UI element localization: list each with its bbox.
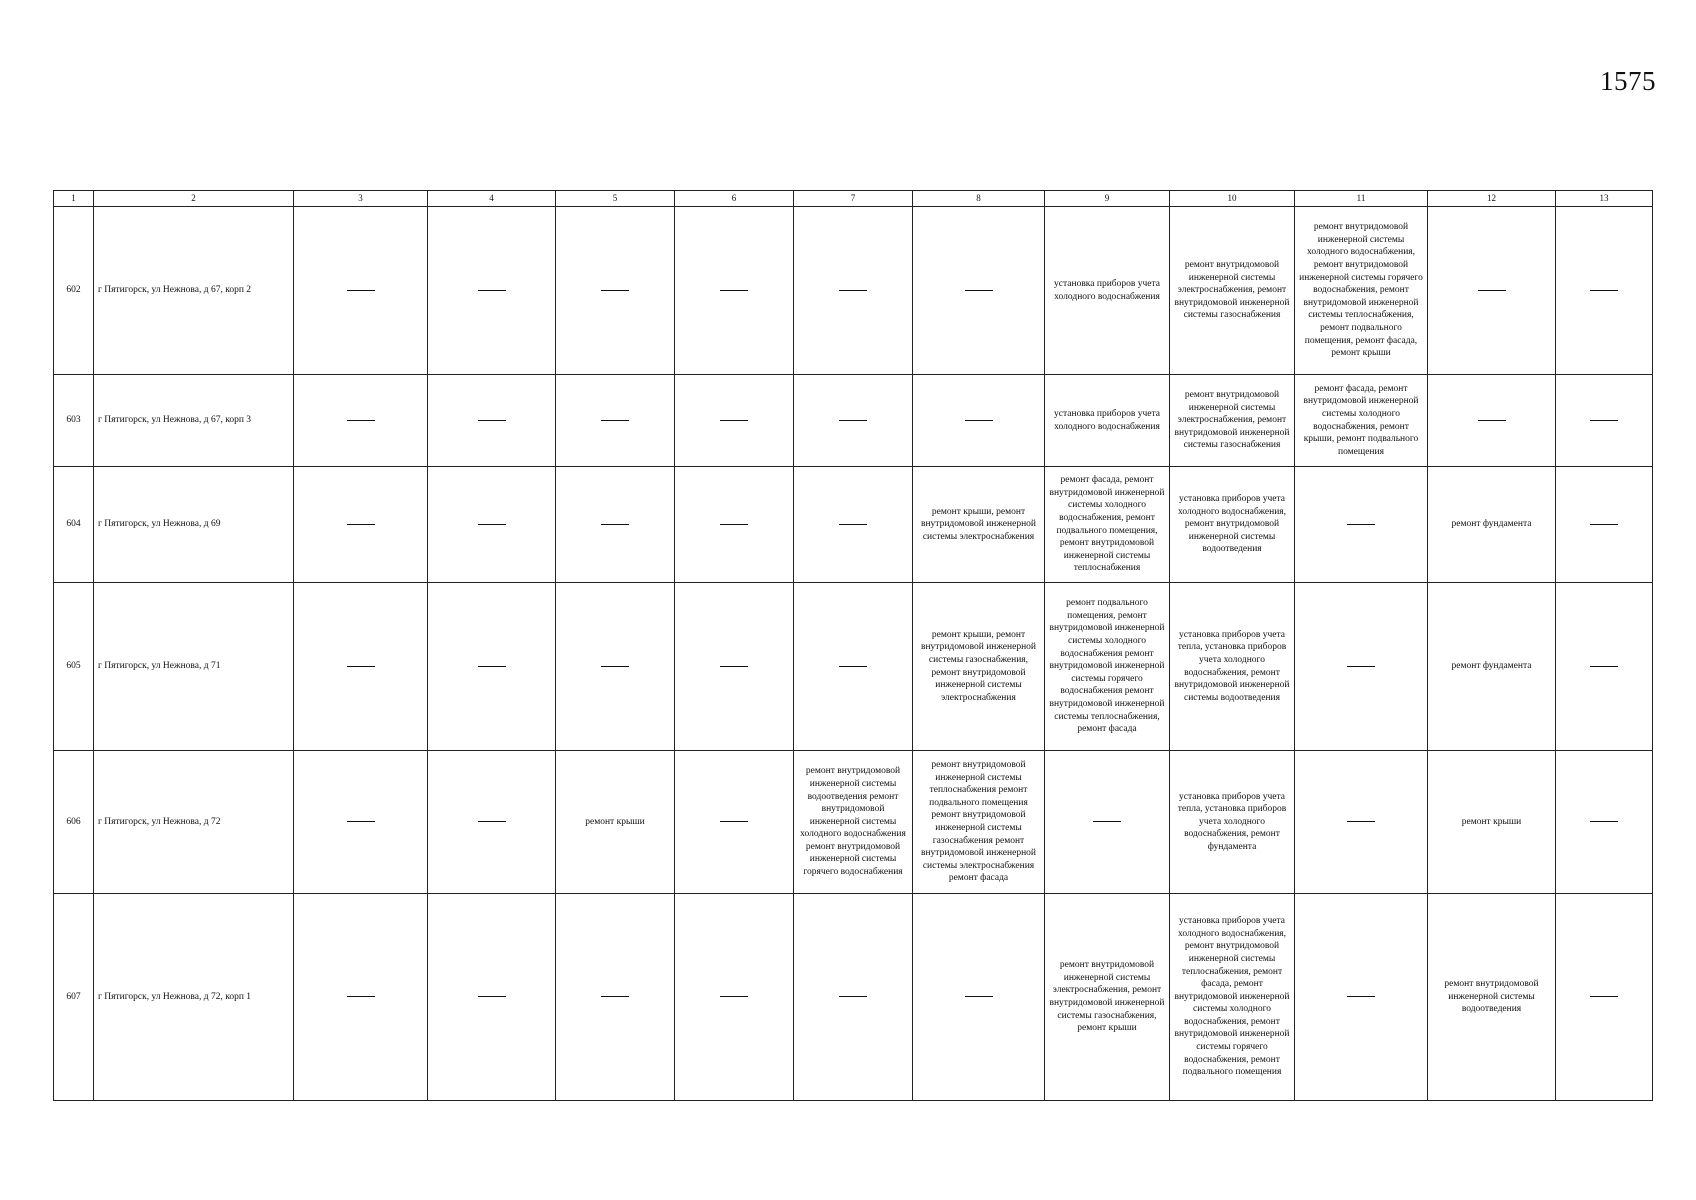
empty-dash-mark [965, 996, 993, 997]
column-header-13: 13 [1556, 191, 1653, 207]
work-description: ремонт крыши, ремонт внутридомовой инженерной системы газоснабжения, ремонт внутридомовой инженерной системы электроснабжения [920, 629, 1036, 703]
empty-dash-mark [1347, 666, 1375, 667]
empty-dash-mark [478, 524, 506, 525]
row-number: 604 [54, 467, 94, 583]
address-cell: г Пятигорск, ул Нежнова, д 69 [94, 467, 294, 583]
empty-dash-mark [720, 666, 748, 667]
row-number: 605 [54, 583, 94, 751]
work-cell-col-10 [1170, 894, 1295, 1101]
capital-repair-table-container [53, 190, 1652, 1101]
work-cell-col-7 [794, 751, 913, 894]
empty-dash-mark [478, 666, 506, 667]
empty-dash-mark [720, 996, 748, 997]
work-description: ремонт внутридомовой инженерной системы водоотведения ремонт внутридомовой инженерной системы холодного водоснабжения ремонт внутридомовой инженерной системы горячего водоснабжения [800, 766, 906, 878]
empty-dash-mark [720, 290, 748, 291]
empty-dash-mark [347, 996, 375, 997]
work-cell-col-12 [1428, 467, 1556, 583]
work-cell-col-9 [1045, 583, 1170, 751]
work-cell-col-13 [1556, 894, 1653, 1101]
work-cell-col-8 [913, 207, 1045, 375]
work-cell-col-13 [1556, 751, 1653, 894]
address-cell: г Пятигорск, ул Нежнова, д 72, корп 1 [94, 894, 294, 1101]
column-header-9: 9 [1045, 191, 1170, 207]
table-row [54, 894, 1653, 1101]
work-description: установка приборов учета тепла, установка приборов учета холодного водоснабжения, ремонт фундамента [1177, 791, 1287, 852]
work-cell-col-3 [294, 375, 428, 467]
empty-dash-mark [1590, 420, 1618, 421]
work-description: ремонт крыши [585, 816, 645, 827]
work-cell-col-8 [913, 894, 1045, 1101]
work-cell-col-10 [1170, 207, 1295, 375]
work-cell-col-5 [556, 375, 675, 467]
address-cell: г Пятигорск, ул Нежнова, д 67, корп 3 [94, 375, 294, 467]
work-cell-col-3 [294, 583, 428, 751]
work-description: ремонт фундамента [1451, 519, 1532, 530]
work-cell-col-7 [794, 467, 913, 583]
empty-dash-mark [347, 524, 375, 525]
column-header-1: 1 [54, 191, 94, 207]
work-cell-col-4 [428, 583, 556, 751]
work-cell-col-9 [1045, 375, 1170, 467]
empty-dash-mark [839, 290, 867, 291]
column-header-8: 8 [913, 191, 1045, 207]
work-cell-col-11 [1295, 207, 1428, 375]
empty-dash-mark [720, 420, 748, 421]
column-header-11: 11 [1295, 191, 1428, 207]
row-number: 603 [54, 375, 94, 467]
work-cell-col-5 [556, 894, 675, 1101]
empty-dash-mark [347, 420, 375, 421]
work-cell-col-6 [675, 751, 794, 894]
work-description: ремонт внутридомовой инженерной системы холодного водоснабжения, ремонт внутридомовой инженерной системы горячего водоснабжения, ремонт внутридомовой инженерной системы теплоснабжения, ремонт подвального помещения, ремонт фасада, ремонт крыши [1299, 222, 1423, 359]
work-cell-col-13 [1556, 375, 1653, 467]
work-cell-col-9 [1045, 467, 1170, 583]
empty-dash-mark [478, 821, 506, 822]
work-cell-col-9 [1045, 751, 1170, 894]
page-number: 1575 [1600, 66, 1656, 96]
work-cell-col-9 [1045, 207, 1170, 375]
empty-dash-mark [601, 420, 629, 421]
work-cell-col-3 [294, 751, 428, 894]
empty-dash-mark [1093, 821, 1121, 822]
empty-dash-mark [839, 420, 867, 421]
empty-dash-mark [1478, 290, 1506, 291]
work-description: ремонт подвального помещения, ремонт внутридомовой инженерной системы холодного водоснабжения ремонт внутридомовой инженерной системы горячего водоснабжения ремонт внутридомовой инженерной системы теплоснабжения, ремонт фасада [1049, 598, 1165, 735]
work-description: ремонт внутридомовой инженерной системы теплоснабжения ремонт подвального помещения ремонт внутридомовой инженерной системы газоснабжения ремонт внутридомовой инженерной системы электроснабжения ремонт фасада [920, 760, 1036, 884]
empty-dash-mark [601, 666, 629, 667]
empty-dash-mark [601, 996, 629, 997]
work-cell-col-10 [1170, 375, 1295, 467]
work-cell-col-12 [1428, 583, 1556, 751]
work-cell-col-8 [913, 583, 1045, 751]
work-description: установка приборов учета холодного водоснабжения [1054, 278, 1160, 302]
empty-dash-mark [478, 996, 506, 997]
address-cell: г Пятигорск, ул Нежнова, д 67, корп 2 [94, 207, 294, 375]
empty-dash-mark [839, 524, 867, 525]
work-cell-col-4 [428, 467, 556, 583]
table-row [54, 467, 1653, 583]
work-cell-col-4 [428, 375, 556, 467]
work-cell-col-3 [294, 467, 428, 583]
empty-dash-mark [1590, 996, 1618, 997]
empty-dash-mark [839, 996, 867, 997]
row-number: 607 [54, 894, 94, 1101]
work-cell-col-11 [1295, 375, 1428, 467]
work-cell-col-11 [1295, 894, 1428, 1101]
work-cell-col-6 [675, 583, 794, 751]
empty-dash-mark [347, 666, 375, 667]
empty-dash-mark [1590, 821, 1618, 822]
empty-dash-mark [1347, 821, 1375, 822]
work-cell-col-9 [1045, 894, 1170, 1101]
empty-dash-mark [1347, 996, 1375, 997]
empty-dash-mark [347, 290, 375, 291]
empty-dash-mark [478, 420, 506, 421]
work-cell-col-6 [675, 375, 794, 467]
empty-dash-mark [965, 420, 993, 421]
work-description: ремонт крыши, ремонт внутридомовой инженерной системы электроснабжения [920, 506, 1036, 542]
work-description: ремонт внутридомовой инженерной системы водоотведения [1444, 979, 1539, 1015]
column-header-12: 12 [1428, 191, 1556, 207]
work-cell-col-4 [428, 894, 556, 1101]
table-body [54, 207, 1653, 1101]
work-cell-col-10 [1170, 583, 1295, 751]
work-description: ремонт фасада, ремонт внутридомовой инженерной системы холодного водоснабжения, ремонт крыши, ремонт подвального помещения [1303, 383, 1419, 457]
work-description: установка приборов учета холодного водоснабжения [1054, 408, 1160, 432]
work-cell-col-5 [556, 207, 675, 375]
work-cell-col-8 [913, 375, 1045, 467]
work-cell-col-8 [913, 751, 1045, 894]
work-cell-col-5 [556, 467, 675, 583]
work-description: установка приборов учета тепла, установка приборов учета холодного водоснабжения, ремонт внутридомовой инженерной системы водоотведения [1174, 629, 1290, 703]
table-row [54, 207, 1653, 375]
work-description: ремонт внутридомовой инженерной системы электроснабжения, ремонт внутридомовой инженерной системы газоснабжения [1174, 260, 1290, 321]
work-cell-col-12 [1428, 894, 1556, 1101]
empty-dash-mark [601, 524, 629, 525]
empty-dash-mark [1590, 524, 1618, 525]
work-cell-col-5 [556, 751, 675, 894]
empty-dash-mark [1590, 290, 1618, 291]
column-number-row [54, 191, 1653, 207]
work-cell-col-3 [294, 207, 428, 375]
column-header-5: 5 [556, 191, 675, 207]
work-description: ремонт фасада, ремонт внутридомовой инженерной системы холодного водоснабжения, ремонт подвального помещения, ремонт внутридомовой инженерной системы теплоснабжения [1049, 475, 1165, 574]
work-cell-col-13 [1556, 467, 1653, 583]
work-cell-col-12 [1428, 751, 1556, 894]
work-cell-col-5 [556, 583, 675, 751]
work-cell-col-7 [794, 207, 913, 375]
empty-dash-mark [1590, 666, 1618, 667]
empty-dash-mark [478, 290, 506, 291]
work-description: установка приборов учета холодного водоснабжения, ремонт внутридомовой инженерной системы теплоснабжения, ремонт фасада, ремонт внутридомовой инженерной системы холодного водоснабжения, ремонт внутридомовой инженерной системы горячего водоснабжения, ремонт подвального помещения [1174, 916, 1290, 1078]
empty-dash-mark [601, 290, 629, 291]
work-description: ремонт внутридомовой инженерной системы электроснабжения, ремонт внутридомовой инженерной системы газоснабжения, ремонт крыши [1049, 960, 1165, 1034]
work-cell-col-7 [794, 375, 913, 467]
work-cell-col-10 [1170, 751, 1295, 894]
address-cell: г Пятигорск, ул Нежнова, д 72 [94, 751, 294, 894]
empty-dash-mark [720, 821, 748, 822]
work-cell-col-7 [794, 894, 913, 1101]
work-cell-col-7 [794, 583, 913, 751]
column-header-3: 3 [294, 191, 428, 207]
column-header-4: 4 [428, 191, 556, 207]
empty-dash-mark [720, 524, 748, 525]
work-cell-col-10 [1170, 467, 1295, 583]
row-number: 602 [54, 207, 94, 375]
table-row [54, 751, 1653, 894]
work-cell-col-8 [913, 467, 1045, 583]
work-cell-col-13 [1556, 207, 1653, 375]
work-description: установка приборов учета холодного водоснабжения, ремонт внутридомовой инженерной системы водоотведения [1177, 494, 1287, 555]
work-cell-col-11 [1295, 751, 1428, 894]
work-cell-col-13 [1556, 583, 1653, 751]
work-cell-col-6 [675, 467, 794, 583]
work-description: ремонт крыши [1461, 816, 1522, 827]
work-cell-col-3 [294, 894, 428, 1101]
table-row [54, 375, 1653, 467]
empty-dash-mark [965, 290, 993, 291]
empty-dash-mark [1478, 420, 1506, 421]
work-cell-col-11 [1295, 583, 1428, 751]
work-cell-col-11 [1295, 467, 1428, 583]
empty-dash-mark [839, 666, 867, 667]
work-cell-col-6 [675, 207, 794, 375]
work-description: ремонт фундамента [1451, 661, 1532, 672]
work-cell-col-12 [1428, 375, 1556, 467]
work-cell-col-6 [675, 894, 794, 1101]
column-header-10: 10 [1170, 191, 1295, 207]
address-cell: г Пятигорск, ул Нежнова, д 71 [94, 583, 294, 751]
column-header-6: 6 [675, 191, 794, 207]
column-header-2: 2 [94, 191, 294, 207]
work-cell-col-4 [428, 207, 556, 375]
table-row [54, 583, 1653, 751]
empty-dash-mark [347, 821, 375, 822]
column-header-7: 7 [794, 191, 913, 207]
work-cell-col-12 [1428, 207, 1556, 375]
capital-repair-table [53, 190, 1653, 1101]
empty-dash-mark [1347, 524, 1375, 525]
work-cell-col-4 [428, 751, 556, 894]
row-number: 606 [54, 751, 94, 894]
work-description: ремонт внутридомовой инженерной системы электроснабжения, ремонт внутридомовой инженерной системы газоснабжения [1174, 390, 1290, 451]
